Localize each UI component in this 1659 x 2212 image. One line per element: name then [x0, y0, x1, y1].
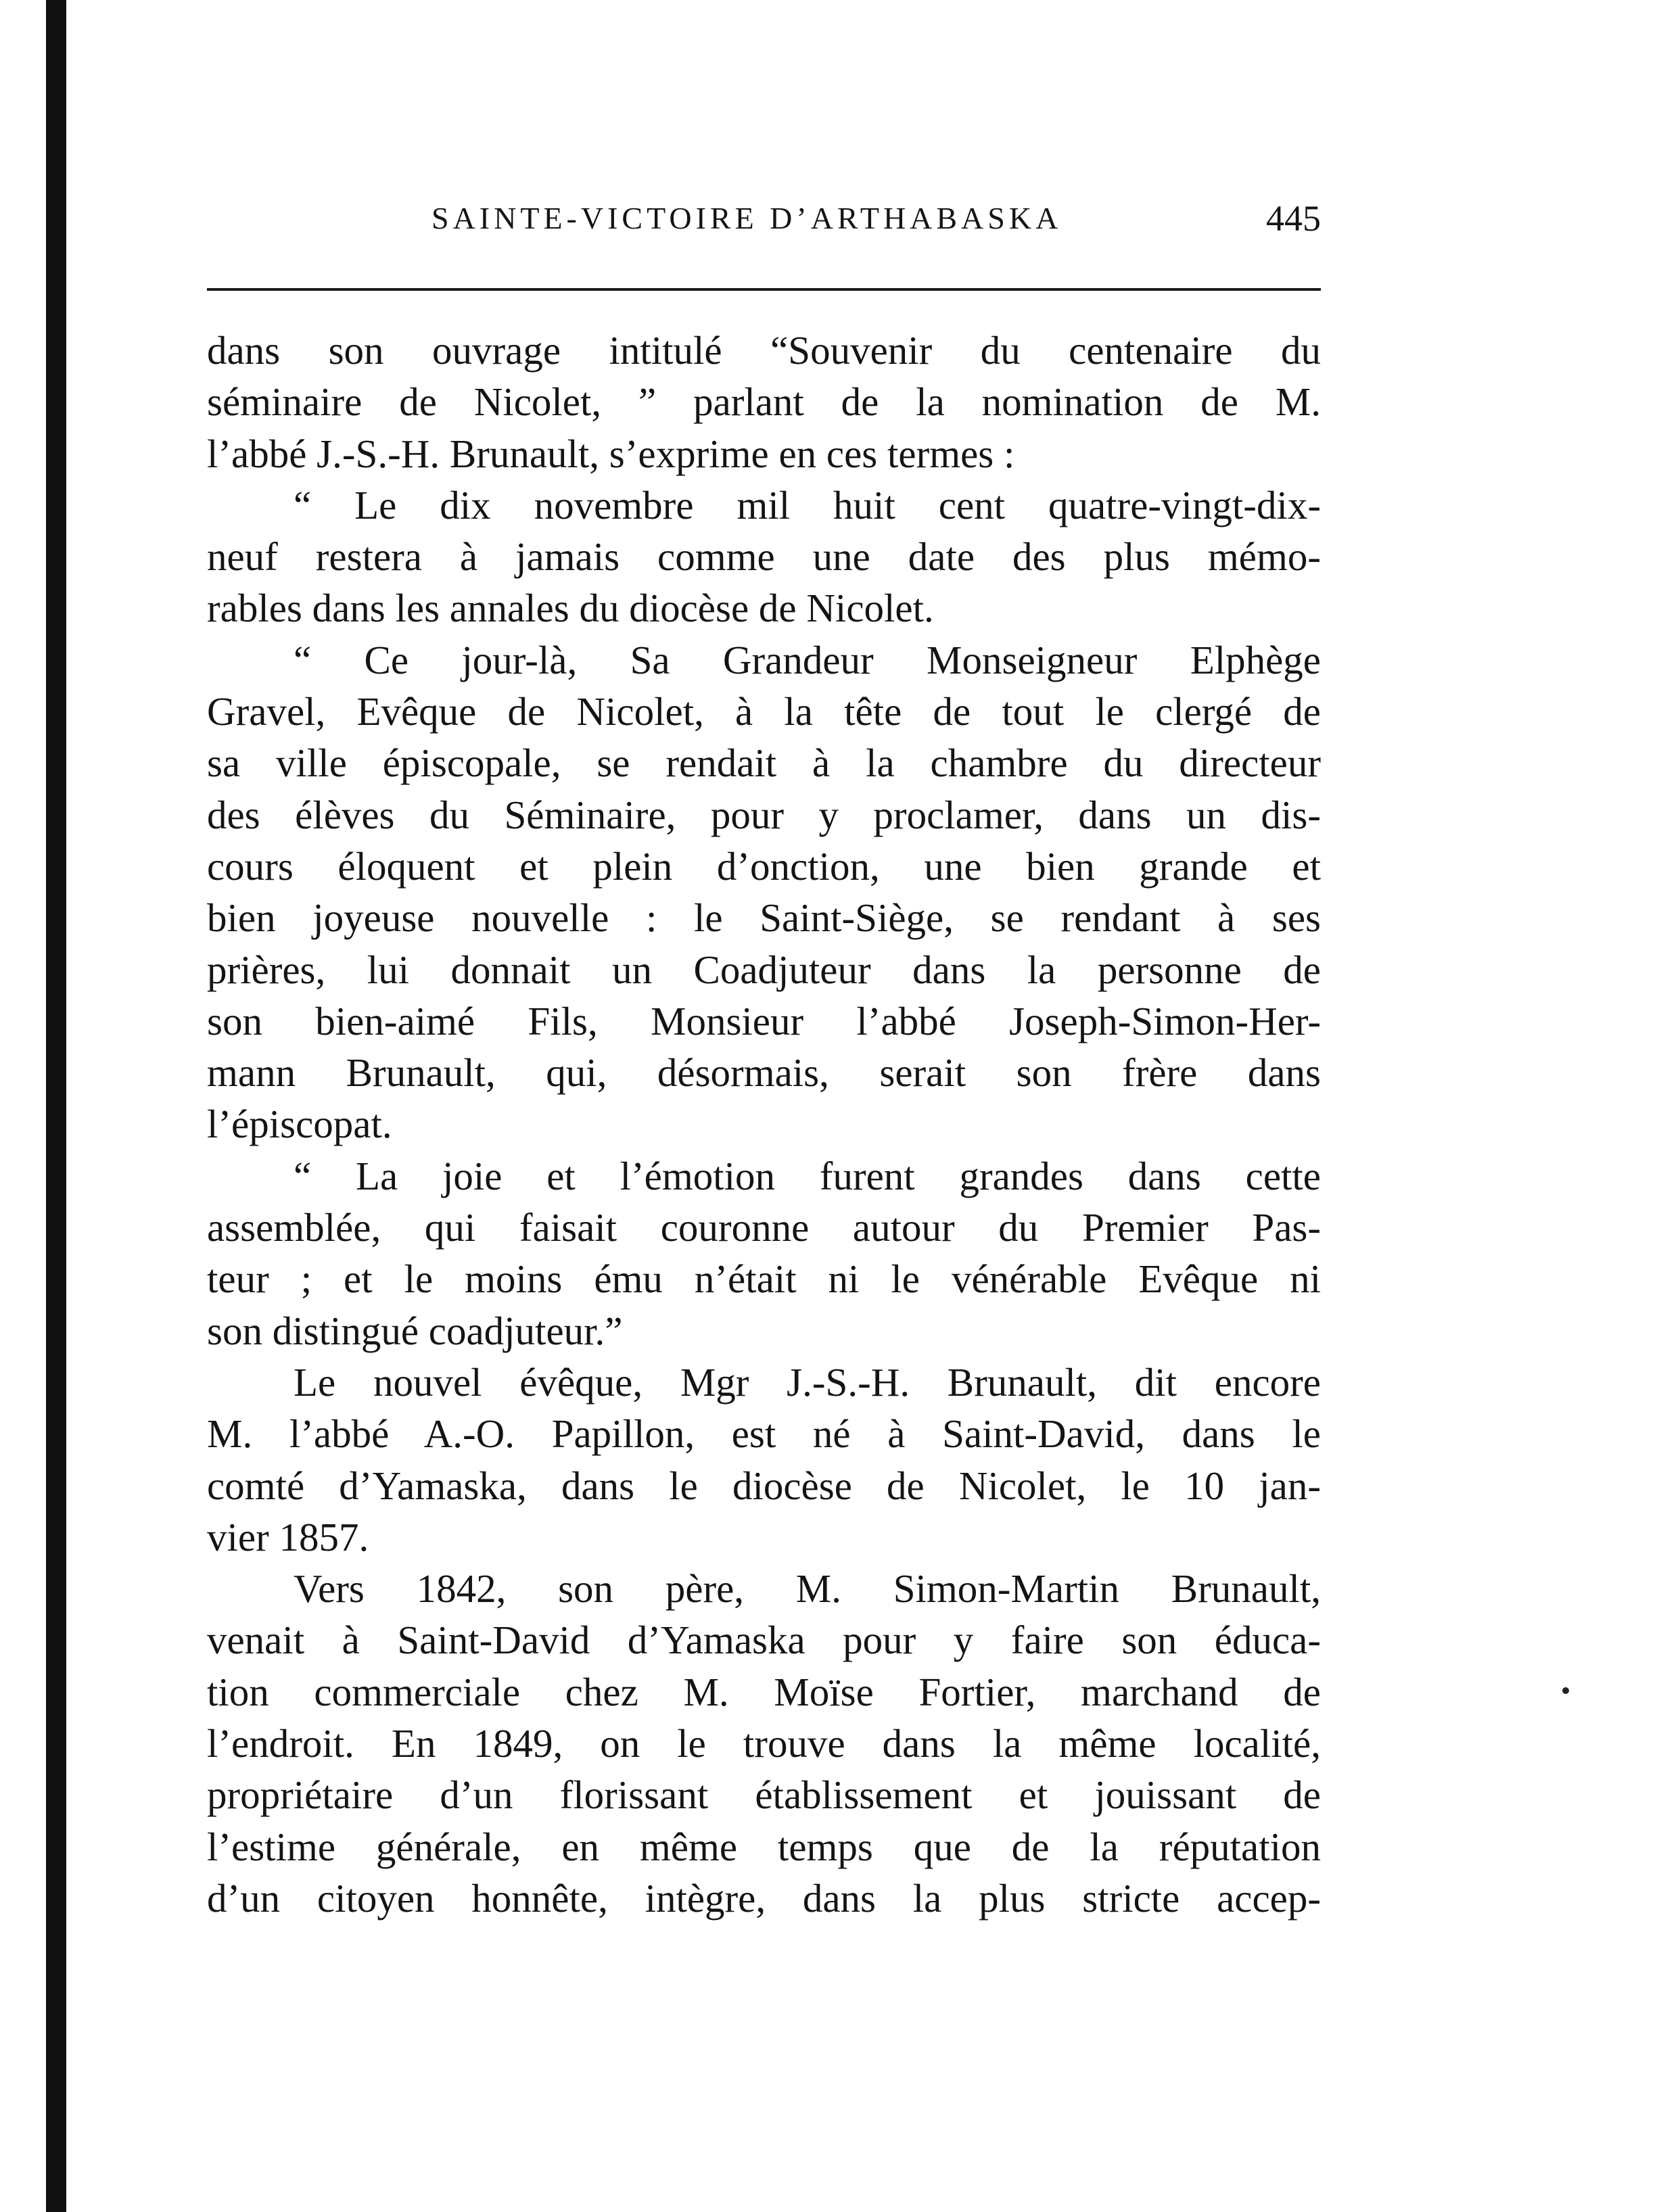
text-line: “ La joie et l’émotion furent grandes dans cette — [294, 1153, 1321, 1198]
text-line: l’estime générale, en même temps que de la réputation — [207, 1824, 1321, 1869]
page-number: 445 — [1266, 198, 1321, 239]
text-line: “ Le dix novembre mil huit cent quatre-vingt-dix- — [294, 482, 1321, 527]
text-line: tion commerciale chez M. Moïse Fortier, marchand de — [207, 1669, 1321, 1714]
text-line: vier 1857. — [207, 1514, 369, 1559]
body-text — [207, 325, 1321, 1924]
text-line: son bien-aimé Fils, Monsieur l’abbé Joseph-Simon-Her- — [207, 998, 1321, 1043]
text-line: rables dans les annales du diocèse de Nicolet. — [207, 586, 934, 631]
running-title: SAINTE-VICTOIRE D’ARTHABASKA — [431, 201, 1062, 235]
text-line: “ Ce jour-là, Sa Grandeur Monseigneur Elphège — [294, 637, 1321, 682]
text-line: Le nouvel évêque, Mgr J.-S.-H. Brunault, dit encore — [294, 1359, 1321, 1405]
scan-speck — [1562, 1687, 1569, 1694]
text-line: d’un citoyen honnête, intègre, dans la plus stricte accep- — [207, 1875, 1321, 1921]
text-line: dans son ouvrage intitulé “Souvenir du centenaire du — [207, 328, 1321, 373]
text-line: sa ville épiscopale, se rendait à la chambre du directeur — [207, 740, 1321, 786]
binding-edge-shadow — [46, 0, 66, 2212]
header-rule — [207, 288, 1321, 291]
text-line: M. l’abbé A.-O. Papillon, est né à Saint-David, dans le — [207, 1411, 1321, 1457]
text-line: prières, lui donnait un Coadjuteur dans la personne de — [207, 947, 1321, 992]
text-line: neuf restera à jamais comme une date des plus mémo- — [207, 534, 1321, 580]
text-line: l’épiscopat. — [207, 1102, 392, 1147]
text-line: cours éloquent et plein d’onction, une bien grande et — [207, 843, 1321, 889]
text-line: l’endroit. En 1849, on le trouve dans la même localité, — [207, 1721, 1321, 1766]
text-line: son distingué coadjuteur.” — [207, 1308, 623, 1353]
text-line: assemblée, qui faisait couronne autour du Premier Pas- — [207, 1205, 1321, 1250]
text-line: des élèves du Séminaire, pour y proclamer, dans un dis- — [207, 792, 1321, 837]
text-line: Gravel, Evêque de Nicolet, à la tête de tout le clergé de — [207, 689, 1321, 734]
text-line: bien joyeuse nouvelle : le Saint-Siège, se rendant à ses — [207, 895, 1321, 941]
text-line: teur ; et le moins ému n’était ni le vénérable Evêque ni — [207, 1256, 1321, 1302]
text-line: Vers 1842, son père, M. Simon-Martin Brunault, — [294, 1566, 1321, 1611]
text-line: propriétaire d’un florissant établissement et jouissant de — [207, 1772, 1321, 1818]
text-line: mann Brunault, qui, désormais, serait son frère dans — [207, 1050, 1321, 1096]
text-line: séminaire de Nicolet, ” parlant de la nomination de M. — [207, 379, 1321, 425]
running-head — [207, 195, 1321, 256]
text-line: venait à Saint-David d’Yamaska pour y faire son éduca- — [207, 1618, 1321, 1663]
text-line: l’abbé J.-S.-H. Brunault, s’exprime en ces termes : — [207, 431, 1015, 476]
text-line: comté d’Yamaska, dans le diocèse de Nicolet, le 10 jan- — [207, 1463, 1321, 1508]
